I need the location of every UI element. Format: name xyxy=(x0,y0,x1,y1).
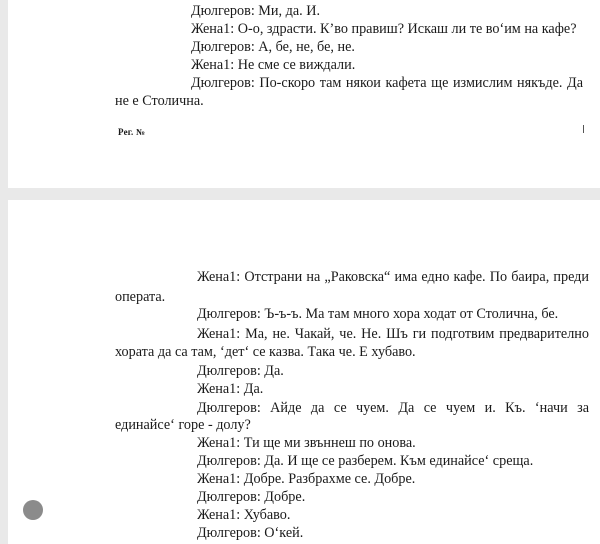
transcript-line: операта. xyxy=(115,289,166,305)
margin-mark xyxy=(583,125,584,133)
registration-number-label: Рег. № xyxy=(118,127,146,137)
transcript-line: Дюлгеров: Да. xyxy=(197,363,284,379)
transcript-line: Дюлгеров: Ми, да. И. xyxy=(191,3,321,19)
transcript-line: Дюлгеров: По-скоро там някои кафета ще измислим някъде. Да xyxy=(191,75,583,91)
transcript-line: хората да са там, ‘дет‘ се казва. Така че. Е хубаво. xyxy=(115,344,416,360)
transcript-line: единайсе‘ горе - долу? xyxy=(115,417,251,433)
transcript-line: Жена1: Да. xyxy=(197,381,264,397)
transcript-line: Жена1: Ма, не. Чакай, че. Не. Шъ ги подготвим предварително xyxy=(197,326,589,342)
document-page-bottom xyxy=(8,200,600,544)
transcript-line: Дюлгеров: Да. И ще се разберем. Към единайсе‘ среща. xyxy=(197,453,534,469)
transcript-line: Дюлгеров: А, бе, не, бе, не. xyxy=(191,39,355,55)
transcript-line: Жена1: О-о, здрасти. К’во правиш? Искаш ли те во‘им на кафе? xyxy=(191,21,577,37)
transcript-line: Дюлгеров: Добре. xyxy=(197,489,306,505)
transcript-line: Жена1: Добре. Разбрахме се. Добре. xyxy=(197,471,416,487)
transcript-line: Жена1: Хубаво. xyxy=(197,507,291,523)
transcript-line: Дюлгеров: Ъ-ъ-ъ. Ма там много хора ходат от Столична, бе. xyxy=(197,306,559,322)
document-page-top xyxy=(8,0,600,188)
transcript-line: Дюлгеров: Айде да се чуем. Да се чуем и. Къ. ‘начи за xyxy=(197,400,589,416)
transcript-line: Дюлгеров: О‘кей. xyxy=(197,525,304,541)
transcript-line: Жена1: Ти ще ми звъннеш по онова. xyxy=(197,435,416,451)
transcript-line: Жена1: Не сме се виждали. xyxy=(191,57,356,73)
floating-assistive-touch-button[interactable] xyxy=(23,500,43,520)
transcript-line: Жена1: Отстрани на „Раковска“ има едно кафе. По баира, преди xyxy=(197,269,589,285)
transcript-line: не е Столична. xyxy=(115,93,204,109)
